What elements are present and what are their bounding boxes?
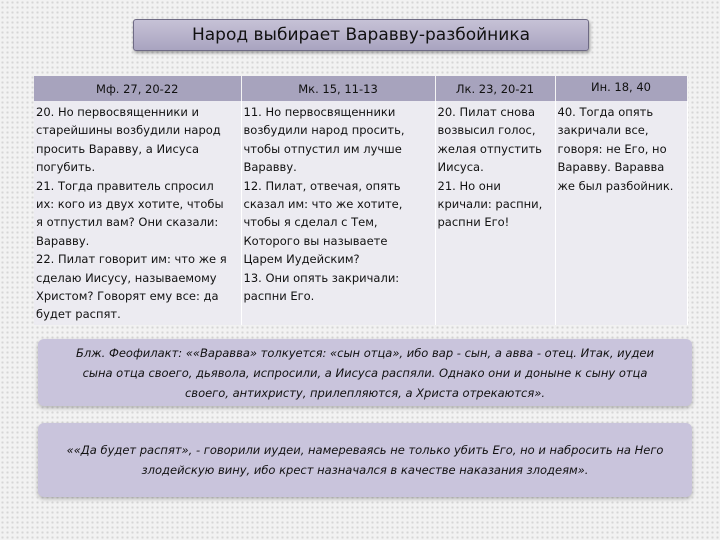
table-header-row xyxy=(34,76,687,101)
crucify-quote-box xyxy=(38,423,692,497)
gospel-comparison-table xyxy=(34,76,688,325)
cell-matthew: 20. Но первосвященники и старейшины возбудили народ просить Варавву, а Иисуса погубить. 21. Тогда правитель спросил их: кого из двух хотите, чтобы я отпустил вам? Они сказали: Варавву. 22. Пилат говорит им: что же я сделаю Иисусу, называемому Христом? Говорят ему все: да будет распят. xyxy=(34,101,241,325)
cell-mark: 11. Но первосвященники возбудили народ просить, чтобы отпустил им лучше Варавву. 12. Пилат, отвечая, опять сказал им: что же хотите, чтобы я сделал с Тем, Которого вы называете Царем Иудейским? 13. Они опять закричали: распни Его. xyxy=(241,101,435,325)
header-mark: Мк. 15, 11-13 xyxy=(241,76,435,101)
cell-luke: 20. Пилат снова возвысил голос, желая отпустить Иисуса. 21. Но они кричали: распни, распни Его! xyxy=(435,101,555,325)
theophylact-quote-box xyxy=(38,339,692,406)
header-john: Ин. 18, 40 xyxy=(555,76,687,101)
cell-john: 40. Тогда опять закричали все, говоря: не Его, но Варавву. Варавва же был разбойник. xyxy=(555,101,687,325)
theophylact-quote-text: Блж. Феофилакт: ««Варавва» толкуется: «сын отца», ибо вар - сын, а авва - отец. Итак, иудеи сына отца своего, дьявола, испросили, а Иисуса распяли. Однако они и доныне к сыну отца своего, антихристу, прилепляются, а Христа отрекаются». xyxy=(76,345,654,400)
slide-title: Народ выбирает Варавву-разбойника xyxy=(133,19,589,51)
header-luke: Лк. 23, 20-21 xyxy=(435,76,555,101)
header-matthew: Мф. 27, 20-22 xyxy=(34,76,241,101)
table-row xyxy=(34,101,687,325)
crucify-quote-text: ««Да будет распят», - говорили иудеи, намереваясь не только убить Его, но и набросить на Него злодейскую вину, ибо крест назначался в качестве наказания злодеям». xyxy=(66,443,664,477)
